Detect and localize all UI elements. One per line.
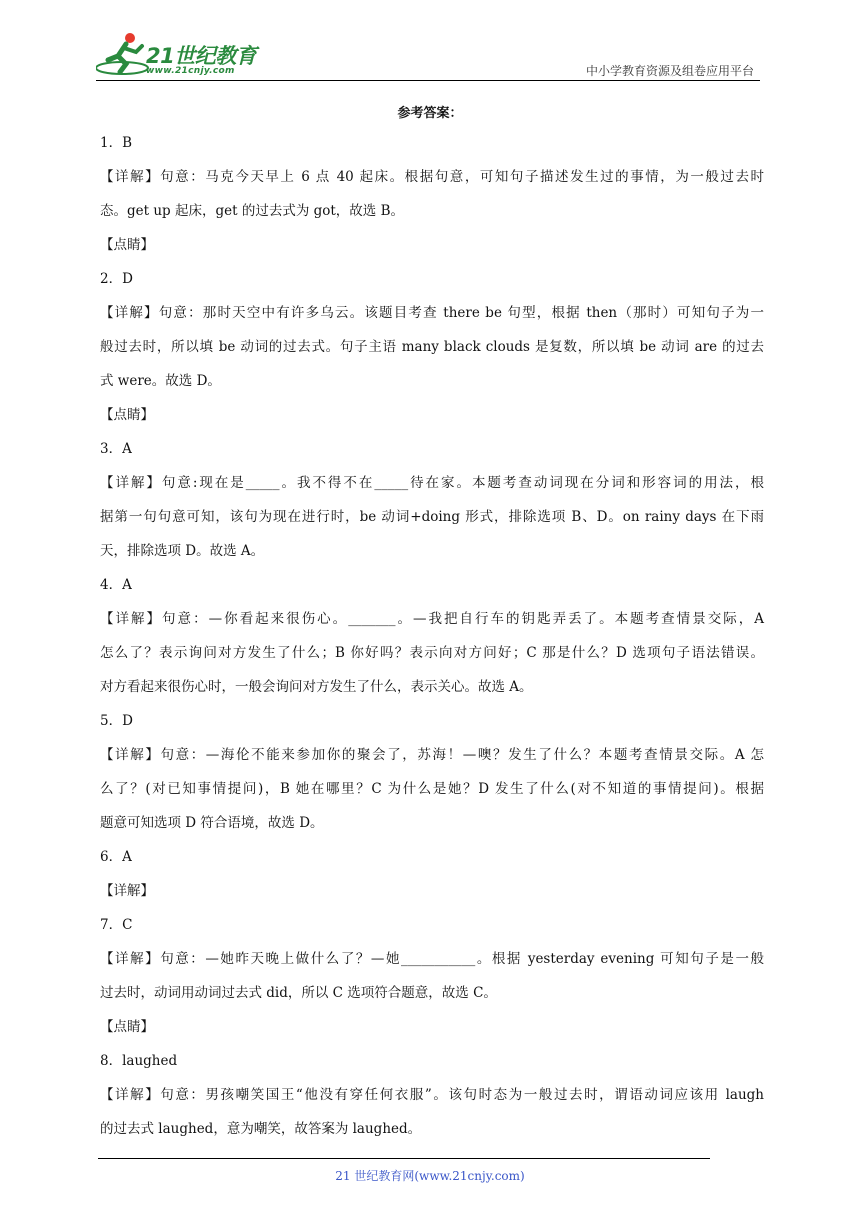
explanation-line: 么了？(对已知事情提问)，B 她在哪里？C 为什么是她？D 发生了什么(对不知道的事情提问)。根据 xyxy=(100,781,764,797)
footer-divider xyxy=(98,1158,710,1159)
explanation-label: 【详解】 xyxy=(100,883,154,899)
explanation-line: 般过去时，所以填 be 动词的过去式。句子主语 many black clouds 是复数，所以填 be 动词 are 的过去 xyxy=(100,339,764,355)
answer-number: 7．C xyxy=(100,917,133,933)
answer-content xyxy=(100,126,764,1146)
answer-number: 5．D xyxy=(100,713,133,729)
highlight-label: 【点睛】 xyxy=(100,1019,154,1035)
answer-number: 3．A xyxy=(100,441,132,457)
explanation-line: 态。get up 起床，get 的过去式为 got，故选 B。 xyxy=(100,203,405,219)
explanation-line: 【详解】句意：—海伦不能来参加你的聚会了，苏海！—噢？发生了什么？本题考查情景交际。A 怎 xyxy=(100,747,764,763)
answer-number: 1．B xyxy=(100,135,133,151)
explanation-line: 的过去式 laughed，意为嘲笑，故答案为 laughed。 xyxy=(100,1121,422,1137)
answer-number: 8．laughed xyxy=(100,1053,178,1069)
answer-number: 2．D xyxy=(100,271,133,287)
explanation-line: 题意可知选项 D 符合语境，故选 D。 xyxy=(100,815,324,831)
logo-url: www.21cnjy.com xyxy=(146,66,235,76)
footer-link[interactable]: 21 世纪教育网(www.21cnjy.com) xyxy=(335,1169,525,1183)
explanation-line: 对方看起来很伤心时，一般会询问对方发生了什么，表示关心。故选 A。 xyxy=(100,679,533,695)
highlight-label: 【点睛】 xyxy=(100,407,154,423)
answer-number: 6．A xyxy=(100,849,132,865)
logo xyxy=(96,30,266,78)
highlight-label: 【点睛】 xyxy=(100,237,154,253)
header-divider xyxy=(96,80,760,81)
logo-text: 21世纪教育 xyxy=(146,44,257,68)
explanation-line: 式 were。故选 D。 xyxy=(100,373,221,389)
explanation-line: 【详解】句意:现在是_____。我不得不在_____待在家。本题考查动词现在分词和形容词的用法，根 xyxy=(100,475,764,491)
answer-title: 参考答案： xyxy=(397,106,463,121)
explanation-line: 怎么了？表示询问对方发生了什么；B 你好吗？表示向对方问好；C 那是什么？D 选项句子语法错误。 xyxy=(100,645,764,661)
explanation-line: 【详解】句意：—你看起来很伤心。_______。—我把自行车的钥匙弄丢了。本题考查情景交际，A xyxy=(100,611,764,627)
page-header xyxy=(96,30,760,82)
explanation-line: 过去时，动词用动词过去式 did，所以 C 选项符合题意，故选 C。 xyxy=(100,985,497,1001)
explanation-line: 【详解】句意：那时天空中有许多乌云。该题目考查 there be 句型，根据 then（那时）可知句子为一 xyxy=(100,305,764,321)
answer-number: 4．A xyxy=(100,577,132,593)
explanation-line: 【详解】句意：—她昨天晚上做什么了？—她___________。根据 yesterday evening 可知句子是一般 xyxy=(100,951,764,967)
explanation-line: 据第一句句意可知，该句为现在进行时，be 动词+doing 形式，排除选项 B、D。on rainy days 在下雨 xyxy=(100,509,764,525)
explanation-line: 【详解】句意：马克今天早上 6 点 40 起床。根据句意，可知句子描述发生过的事情，为一般过去时 xyxy=(100,169,764,185)
explanation-line: 天，排除选项 D。故选 A。 xyxy=(100,543,265,559)
platform-name: 中小学教育资源及组卷应用平台 xyxy=(585,64,754,78)
explanation-line: 【详解】句意：男孩嘲笑国王“他没有穿任何衣服”。该句时态为一般过去时，谓语动词应该用 laugh xyxy=(100,1087,764,1103)
